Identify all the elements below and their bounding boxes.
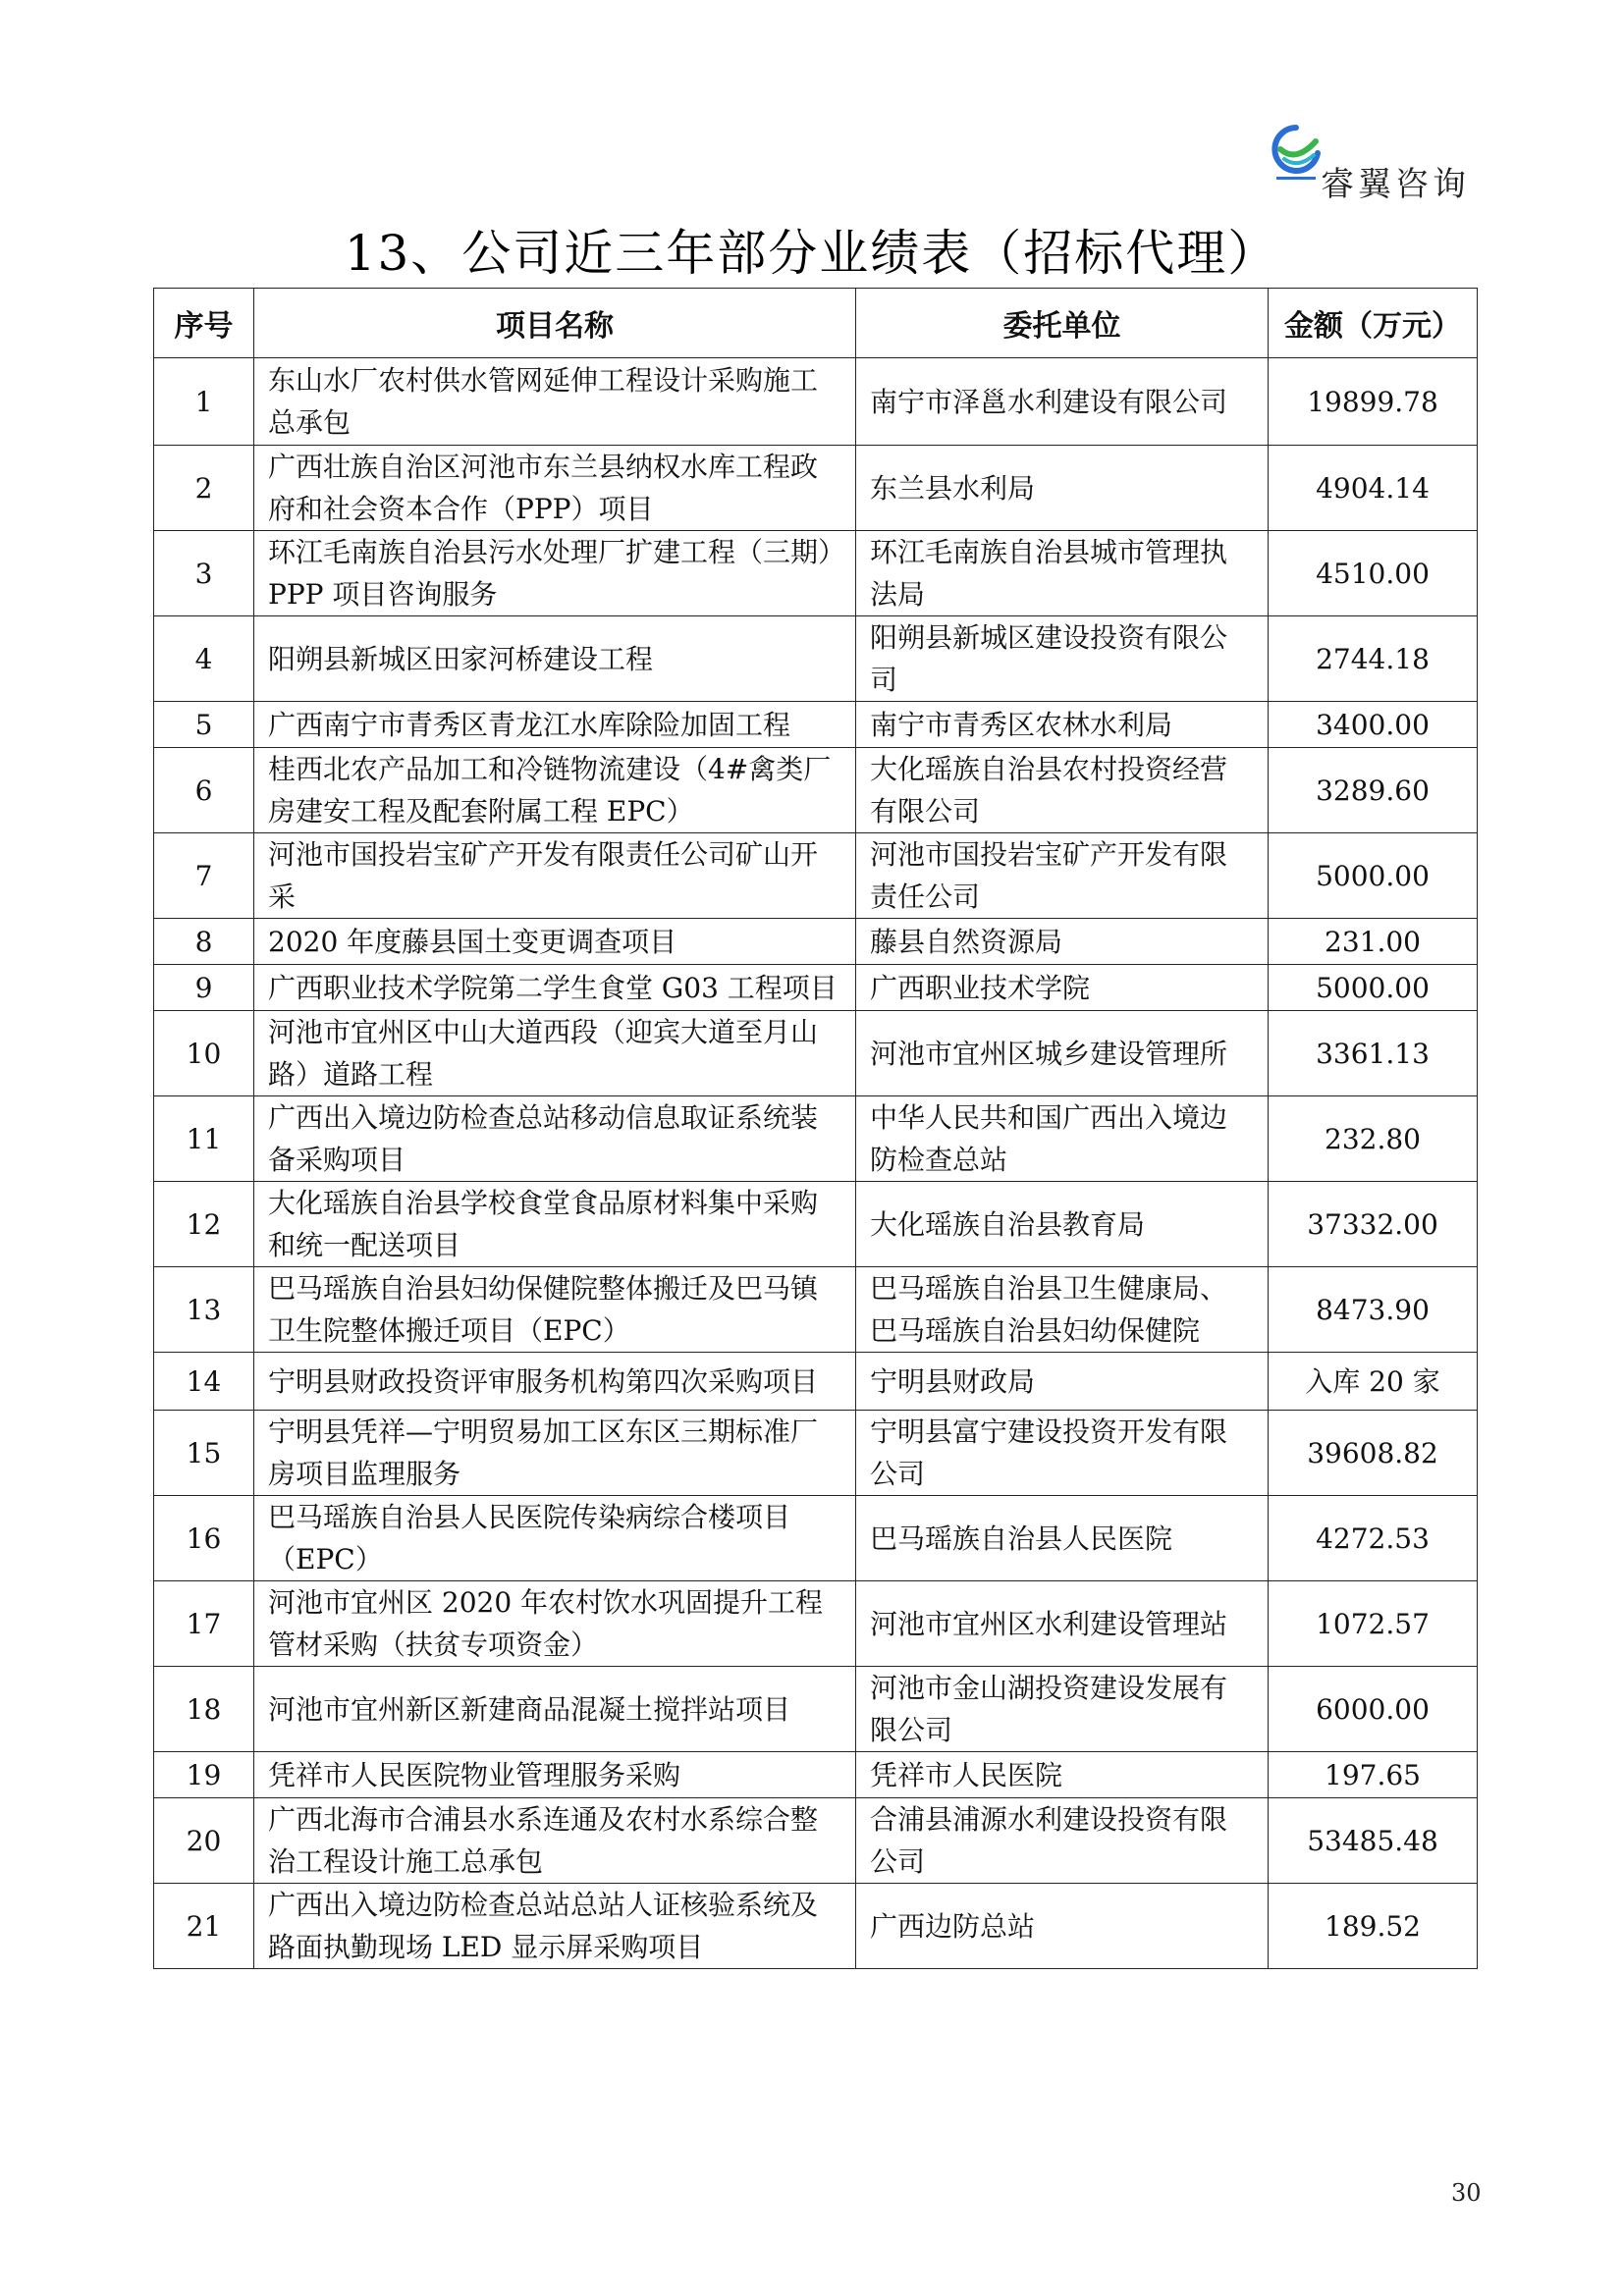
client-unit: 河池市宜州区城乡建设管理所 xyxy=(856,1011,1269,1096)
table-row xyxy=(154,1798,1478,1884)
table-row xyxy=(154,1884,1478,1969)
client-unit: 南宁市青秀区农林水利局 xyxy=(856,702,1269,748)
amount: 232.80 xyxy=(1269,1096,1478,1182)
column-header-project: 项目名称 xyxy=(254,289,856,358)
project-name: 环江毛南族自治县污水处理厂扩建工程（三期）PPP 项目咨询服务 xyxy=(254,531,856,616)
table-body xyxy=(154,358,1478,1969)
client-unit: 大化瑶族自治县教育局 xyxy=(856,1182,1269,1267)
table-row xyxy=(154,358,1478,446)
client-unit: 环江毛南族自治县城市管理执法局 xyxy=(856,531,1269,616)
amount: 3361.13 xyxy=(1269,1011,1478,1096)
amount: 197.65 xyxy=(1269,1752,1478,1798)
table-row xyxy=(154,833,1478,919)
project-name: 广西壮族自治区河池市东兰县纳权水库工程政府和社会资本合作（PPP）项目 xyxy=(254,446,856,531)
company-name: 睿翼咨询 xyxy=(1321,165,1470,204)
project-name: 河池市宜州新区新建商品混凝土搅拌站项目 xyxy=(254,1667,856,1752)
amount: 4904.14 xyxy=(1269,446,1478,531)
project-name: 巴马瑶族自治县人民医院传染病综合楼项目（EPC） xyxy=(254,1496,856,1581)
client-unit: 广西职业技术学院 xyxy=(856,965,1269,1011)
row-index: 19 xyxy=(154,1752,254,1798)
client-unit: 宁明县财政局 xyxy=(856,1353,1269,1411)
amount: 6000.00 xyxy=(1269,1667,1478,1752)
table-row xyxy=(154,1011,1478,1096)
row-index: 4 xyxy=(154,616,254,702)
amount: 39608.82 xyxy=(1269,1411,1478,1496)
table-row xyxy=(154,446,1478,531)
client-unit: 阳朔县新城区建设投资有限公司 xyxy=(856,616,1269,702)
row-index: 13 xyxy=(154,1267,254,1353)
page-title: 13、公司近三年部分业绩表（招标代理） xyxy=(344,225,1279,282)
row-index: 10 xyxy=(154,1011,254,1096)
column-header-amount: 金额（万元） xyxy=(1269,289,1478,358)
row-index: 11 xyxy=(154,1096,254,1182)
row-index: 2 xyxy=(154,446,254,531)
row-index: 6 xyxy=(154,748,254,833)
table-row xyxy=(154,1411,1478,1496)
project-name: 河池市宜州区 2020 年农村饮水巩固提升工程管材采购（扶贫专项资金） xyxy=(254,1581,856,1667)
amount: 4272.53 xyxy=(1269,1496,1478,1581)
amount: 5000.00 xyxy=(1269,833,1478,919)
table-row xyxy=(154,1267,1478,1353)
client-unit: 大化瑶族自治县农村投资经营有限公司 xyxy=(856,748,1269,833)
project-name: 阳朔县新城区田家河桥建设工程 xyxy=(254,616,856,702)
project-name: 广西出入境边防检查总站移动信息取证系统装备采购项目 xyxy=(254,1096,856,1182)
project-name: 广西南宁市青秀区青龙江水库除险加固工程 xyxy=(254,702,856,748)
amount: 231.00 xyxy=(1269,919,1478,965)
column-header-client: 委托单位 xyxy=(856,289,1269,358)
table-row xyxy=(154,919,1478,965)
client-unit: 东兰县水利局 xyxy=(856,446,1269,531)
amount: 4510.00 xyxy=(1269,531,1478,616)
project-name: 河池市宜州区中山大道西段（迎宾大道至月山路）道路工程 xyxy=(254,1011,856,1096)
project-name: 宁明县凭祥—宁明贸易加工区东区三期标准厂房项目监理服务 xyxy=(254,1411,856,1496)
project-name: 大化瑶族自治县学校食堂食品原材料集中采购和统一配送项目 xyxy=(254,1182,856,1267)
project-name: 桂西北农产品加工和冷链物流建设（4#禽类厂房建安工程及配套附属工程 EPC） xyxy=(254,748,856,833)
amount: 入库 20 家 xyxy=(1269,1353,1478,1411)
amount: 53485.48 xyxy=(1269,1798,1478,1884)
row-index: 5 xyxy=(154,702,254,748)
project-name: 巴马瑶族自治县妇幼保健院整体搬迁及巴马镇卫生院整体搬迁项目（EPC） xyxy=(254,1267,856,1353)
amount: 5000.00 xyxy=(1269,965,1478,1011)
table-row xyxy=(154,531,1478,616)
row-index: 1 xyxy=(154,358,254,446)
row-index: 21 xyxy=(154,1884,254,1969)
page-number: 30 xyxy=(1451,2179,1482,2207)
amount: 3400.00 xyxy=(1269,702,1478,748)
table-row xyxy=(154,1667,1478,1752)
row-index: 18 xyxy=(154,1667,254,1752)
amount: 189.52 xyxy=(1269,1884,1478,1969)
table-header-row xyxy=(154,289,1478,358)
row-index: 8 xyxy=(154,919,254,965)
client-unit: 广西边防总站 xyxy=(856,1884,1269,1969)
project-name: 宁明县财政投资评审服务机构第四次采购项目 xyxy=(254,1353,856,1411)
client-unit: 凭祥市人民医院 xyxy=(856,1752,1269,1798)
client-unit: 河池市国投岩宝矿产开发有限责任公司 xyxy=(856,833,1269,919)
project-name: 凭祥市人民医院物业管理服务采购 xyxy=(254,1752,856,1798)
table-row xyxy=(154,702,1478,748)
row-index: 15 xyxy=(154,1411,254,1496)
project-name: 2020 年度藤县国土变更调查项目 xyxy=(254,919,856,965)
company-logo-icon xyxy=(1263,120,1329,187)
amount: 37332.00 xyxy=(1269,1182,1478,1267)
row-index: 3 xyxy=(154,531,254,616)
amount: 8473.90 xyxy=(1269,1267,1478,1353)
amount: 1072.57 xyxy=(1269,1581,1478,1667)
amount: 3289.60 xyxy=(1269,748,1478,833)
project-name: 河池市国投岩宝矿产开发有限责任公司矿山开采 xyxy=(254,833,856,919)
table-row xyxy=(154,1496,1478,1581)
client-unit: 合浦县浦源水利建设投资有限公司 xyxy=(856,1798,1269,1884)
performance-table xyxy=(153,288,1478,1969)
project-name: 东山水厂农村供水管网延伸工程设计采购施工总承包 xyxy=(254,358,856,446)
row-index: 20 xyxy=(154,1798,254,1884)
client-unit: 河池市宜州区水利建设管理站 xyxy=(856,1581,1269,1667)
row-index: 16 xyxy=(154,1496,254,1581)
row-index: 17 xyxy=(154,1581,254,1667)
row-index: 9 xyxy=(154,965,254,1011)
amount: 2744.18 xyxy=(1269,616,1478,702)
client-unit: 藤县自然资源局 xyxy=(856,919,1269,965)
project-name: 广西职业技术学院第二学生食堂 G03 工程项目 xyxy=(254,965,856,1011)
client-unit: 巴马瑶族自治县人民医院 xyxy=(856,1496,1269,1581)
client-unit: 巴马瑶族自治县卫生健康局、巴马瑶族自治县妇幼保健院 xyxy=(856,1267,1269,1353)
table-row xyxy=(154,748,1478,833)
client-unit: 南宁市泽邕水利建设有限公司 xyxy=(856,358,1269,446)
client-unit: 河池市金山湖投资建设发展有限公司 xyxy=(856,1667,1269,1752)
client-unit: 宁明县富宁建设投资开发有限公司 xyxy=(856,1411,1269,1496)
client-unit: 中华人民共和国广西出入境边防检查总站 xyxy=(856,1096,1269,1182)
amount: 19899.78 xyxy=(1269,358,1478,446)
table-row xyxy=(154,616,1478,702)
column-header-index: 序号 xyxy=(154,289,254,358)
table-row xyxy=(154,1096,1478,1182)
project-name: 广西出入境边防检查总站总站人证核验系统及路面执勤现场 LED 显示屏采购项目 xyxy=(254,1884,856,1969)
row-index: 14 xyxy=(154,1353,254,1411)
project-name: 广西北海市合浦县水系连通及农村水系综合整治工程设计施工总承包 xyxy=(254,1798,856,1884)
row-index: 12 xyxy=(154,1182,254,1267)
table-row xyxy=(154,1581,1478,1667)
table-row xyxy=(154,1182,1478,1267)
row-index: 7 xyxy=(154,833,254,919)
table-row xyxy=(154,1752,1478,1798)
table-row xyxy=(154,965,1478,1011)
table-row xyxy=(154,1353,1478,1411)
